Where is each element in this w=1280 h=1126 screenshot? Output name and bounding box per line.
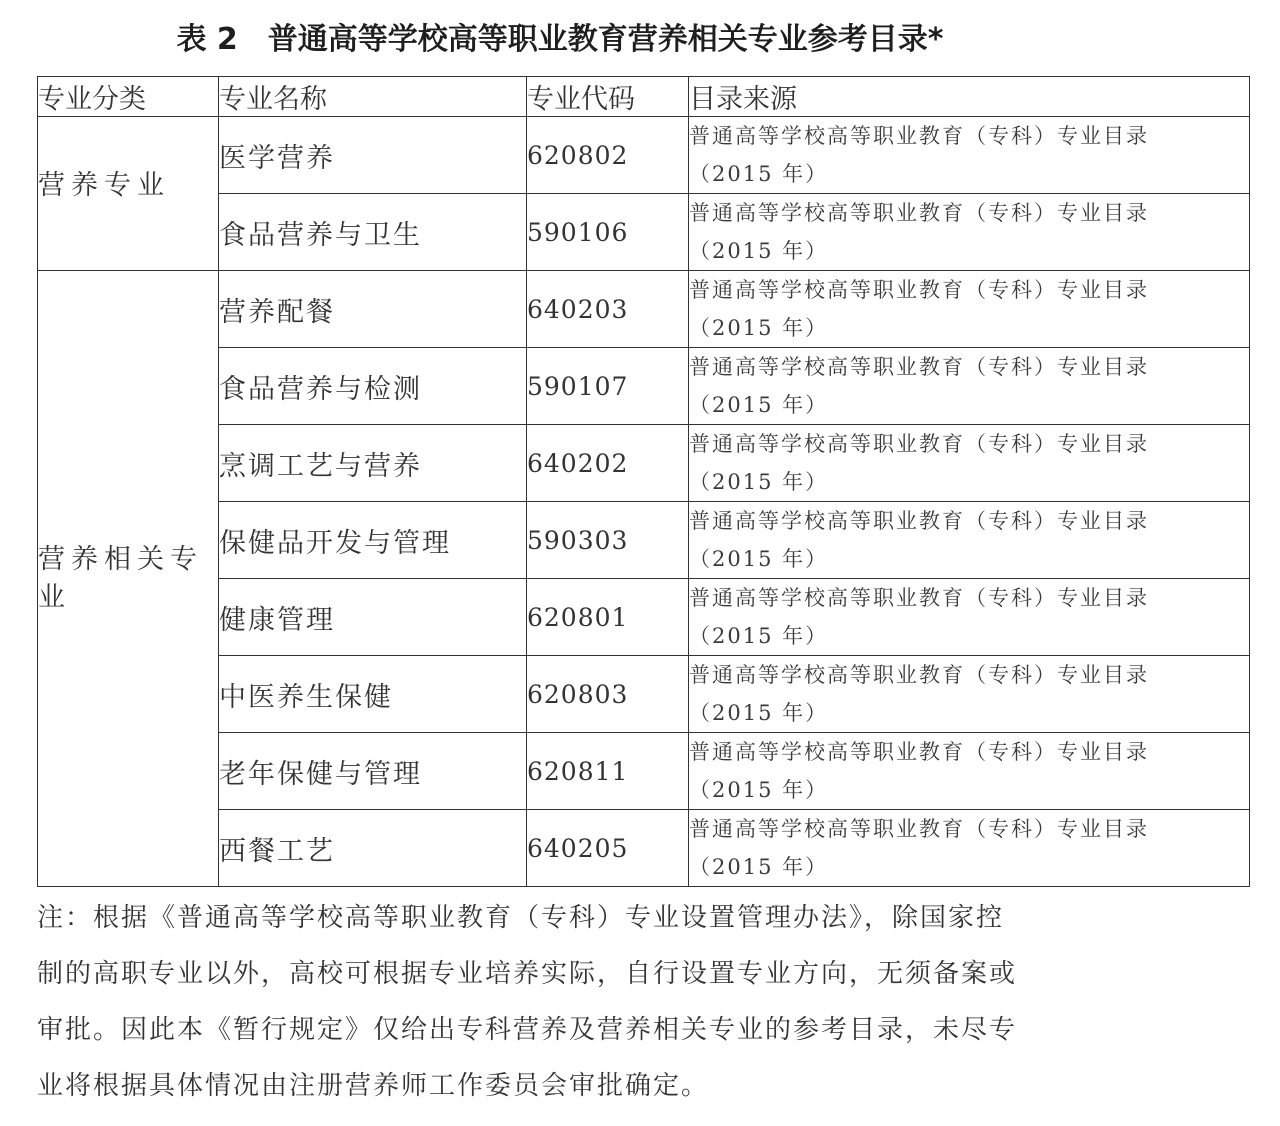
catalog-source-cell <box>689 502 1250 579</box>
major-name-cell: 烹调工艺与营养 <box>219 425 527 502</box>
table-header-row <box>38 77 1250 117</box>
table-row <box>38 656 1250 733</box>
catalog-source-cell <box>689 117 1250 194</box>
source-year: （2015 年） <box>689 162 829 186</box>
source-year: （2015 年） <box>689 855 829 879</box>
table-row <box>38 733 1250 810</box>
catalog-source-cell <box>689 656 1250 733</box>
source-text: 普通高等学校高等职业教育（专科）专业目录 <box>689 355 1149 379</box>
major-code-cell: 620803 <box>527 656 689 733</box>
major-code-cell: 620811 <box>527 733 689 810</box>
major-name-cell: 食品营养与卫生 <box>219 194 527 271</box>
major-code-cell: 590106 <box>527 194 689 271</box>
source-text: 普通高等学校高等职业教育（专科）专业目录 <box>689 817 1149 841</box>
major-code-cell: 640205 <box>527 810 689 887</box>
major-name-cell: 中医养生保健 <box>219 656 527 733</box>
major-code-cell: 590107 <box>527 348 689 425</box>
major-code-cell: 620801 <box>527 579 689 656</box>
major-name-cell: 老年保健与管理 <box>219 733 527 810</box>
table-row <box>38 271 1250 348</box>
category-cell: 营养相关专业 <box>38 271 219 887</box>
major-code-cell: 640203 <box>527 271 689 348</box>
source-year: （2015 年） <box>689 701 829 725</box>
source-text: 普通高等学校高等职业教育（专科）专业目录 <box>689 663 1149 687</box>
table-title: 表 2 普通高等学校高等职业教育营养相关专业参考目录* <box>176 22 944 57</box>
catalog-source-cell <box>689 425 1250 502</box>
table-row <box>38 194 1250 271</box>
major-name-cell: 营养配餐 <box>219 271 527 348</box>
table-row <box>38 579 1250 656</box>
footnote-line: 注：根据《普通高等学校高等职业教育（专科）专业设置管理办法》，除国家控 <box>37 903 1005 933</box>
major-code-cell: 640202 <box>527 425 689 502</box>
source-text: 普通高等学校高等职业教育（专科）专业目录 <box>689 124 1149 148</box>
header-category: 专业分类 <box>38 77 219 117</box>
source-year: （2015 年） <box>689 778 829 802</box>
footnote <box>37 890 1107 1114</box>
major-name-cell: 食品营养与检测 <box>219 348 527 425</box>
table-row <box>38 117 1250 194</box>
catalog-source-cell <box>689 348 1250 425</box>
major-name-cell: 健康管理 <box>219 579 527 656</box>
source-year: （2015 年） <box>689 239 829 263</box>
source-year: （2015 年） <box>689 316 829 340</box>
major-catalog-table <box>37 76 1250 887</box>
major-name-cell: 西餐工艺 <box>219 810 527 887</box>
source-year: （2015 年） <box>689 470 829 494</box>
source-text: 普通高等学校高等职业教育（专科）专业目录 <box>689 201 1149 225</box>
table-row <box>38 348 1250 425</box>
catalog-source-cell <box>689 194 1250 271</box>
header-major-name: 专业名称 <box>219 77 527 117</box>
category-cell: 营养专业 <box>38 117 219 271</box>
header-major-code: 专业代码 <box>527 77 689 117</box>
major-name-cell: 医学营养 <box>219 117 527 194</box>
source-text: 普通高等学校高等职业教育（专科）专业目录 <box>689 586 1149 610</box>
table-row <box>38 810 1250 887</box>
header-catalog-source: 目录来源 <box>689 77 1250 117</box>
major-code-cell: 620802 <box>527 117 689 194</box>
source-text: 普通高等学校高等职业教育（专科）专业目录 <box>689 740 1149 764</box>
catalog-source-cell <box>689 579 1250 656</box>
footnote-line: 制的高职专业以外，高校可根据专业培养实际，自行设置专业方向，无须备案或 <box>37 959 1018 989</box>
table-row <box>38 502 1250 579</box>
source-year: （2015 年） <box>689 624 829 648</box>
table-row <box>38 425 1250 502</box>
source-text: 普通高等学校高等职业教育（专科）专业目录 <box>689 278 1149 302</box>
catalog-source-cell <box>689 733 1250 810</box>
footnote-line: 业将根据具体情况由注册营养师工作委员会审批确定。 <box>37 1071 710 1101</box>
catalog-source-cell <box>689 810 1250 887</box>
major-code-cell: 590303 <box>527 502 689 579</box>
source-text: 普通高等学校高等职业教育（专科）专业目录 <box>689 432 1149 456</box>
catalog-source-cell <box>689 271 1250 348</box>
source-text: 普通高等学校高等职业教育（专科）专业目录 <box>689 509 1149 533</box>
source-year: （2015 年） <box>689 393 829 417</box>
source-year: （2015 年） <box>689 547 829 571</box>
footnote-line: 审批。因此本《暂行规定》仅给出专科营养及营养相关专业的参考目录，未尽专 <box>37 1015 1018 1045</box>
major-name-cell: 保健品开发与管理 <box>219 502 527 579</box>
